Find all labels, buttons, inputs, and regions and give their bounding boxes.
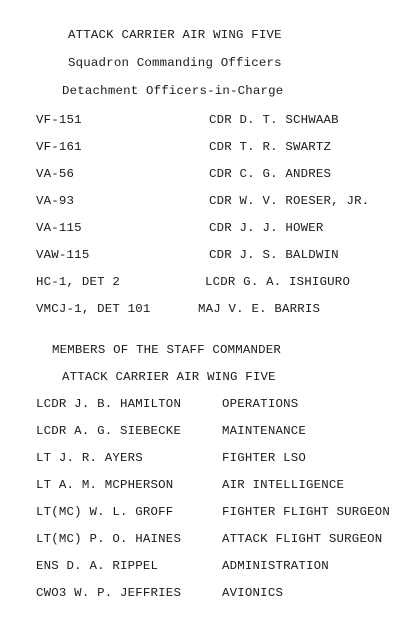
squadron-officer: CDR J. S. BALDWIN [209,248,339,262]
header-subtitle-detachment: Detachment Officers-in-Charge [62,84,284,98]
staff-role: MAINTENANCE [222,424,306,438]
staff-name: LCDR A. G. SIEBECKE [36,424,182,438]
header-title: ATTACK CARRIER AIR WING FIVE [68,28,282,42]
squadron-officer: CDR J. J. HOWER [209,221,324,235]
squadron-officer: LCDR G. A. ISHIGURO [205,275,351,289]
squadron-officer: CDR C. G. ANDRES [209,167,332,181]
table-row [36,397,416,411]
staff-role: FIGHTER FLIGHT SURGEON [222,505,390,519]
table-row [36,302,416,316]
squadron-officer: CDR W. V. ROESER, JR. [209,194,370,208]
squadron-unit: VA-115 [36,221,82,235]
staff-name: LCDR J. B. HAMILTON [36,397,182,411]
table-row [36,140,416,154]
staff-name: LT J. R. AYERS [36,451,143,465]
table-row [36,424,416,438]
table-row [36,221,416,235]
staff-name: LT(MC) W. L. GROFF [36,505,174,519]
squadron-unit: VMCJ-1, DET 101 [36,302,151,316]
table-row [36,586,416,600]
table-row [36,559,416,573]
staff-name: LT A. M. MCPHERSON [36,478,174,492]
table-row [36,167,416,181]
squadron-unit: VA-93 [36,194,75,208]
table-row [36,275,416,289]
table-row [36,451,416,465]
staff-name: CWO3 W. P. JEFFRIES [36,586,182,600]
staff-role: ADMINISTRATION [222,559,329,573]
table-row [36,248,416,262]
squadron-officer: CDR D. T. SCHWAAB [209,113,339,127]
table-row [36,478,416,492]
table-row [36,194,416,208]
staff-role: ATTACK FLIGHT SURGEON [222,532,383,546]
header-subtitle-commanding: Squadron Commanding Officers [68,56,282,70]
staff-name: ENS D. A. RIPPEL [36,559,159,573]
staff-role: AIR INTELLIGENCE [222,478,345,492]
squadron-unit: VF-161 [36,140,82,154]
staff-role: FIGHTER LSO [222,451,306,465]
staff-header-subtitle: ATTACK CARRIER AIR WING FIVE [62,370,276,384]
squadron-officer: CDR T. R. SWARTZ [209,140,332,154]
squadron-unit: VF-151 [36,113,82,127]
squadron-unit: VA-56 [36,167,75,181]
staff-role: AVIONICS [222,586,284,600]
table-row [36,532,416,546]
squadron-officer: MAJ V. E. BARRIS [198,302,321,316]
table-row [36,505,416,519]
staff-header-title: MEMBERS OF THE STAFF COMMANDER [52,343,282,357]
staff-name: LT(MC) P. O. HAINES [36,532,182,546]
table-row [36,113,416,127]
squadron-unit: VAW-115 [36,248,90,262]
staff-role: OPERATIONS [222,397,299,411]
squadron-unit: HC-1, DET 2 [36,275,120,289]
